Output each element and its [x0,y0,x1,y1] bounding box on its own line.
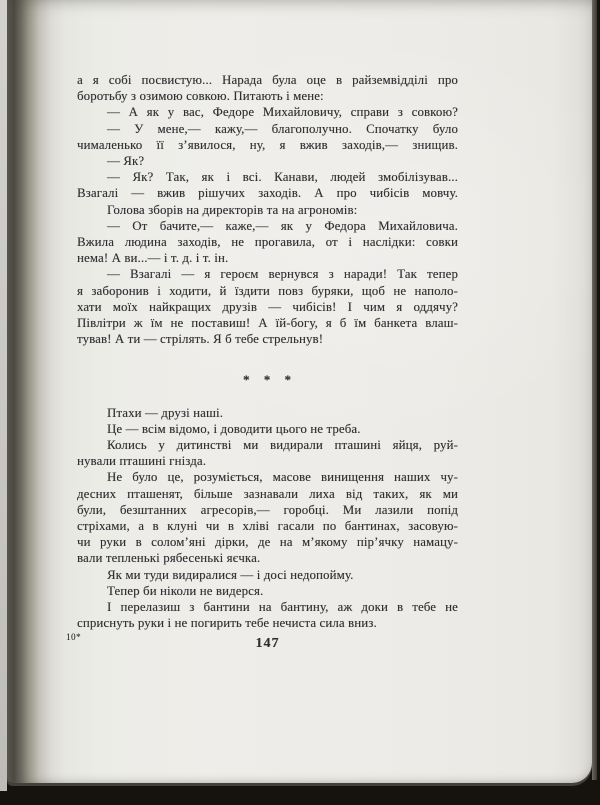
text-section-1 [77,72,458,347]
text-line: були, безштанних агресорів,— горобці. Ми лазили попід [77,502,458,517]
text-line: Тепер би ніколи не видерся. [107,583,264,598]
text-line: нема! А ви...— і т. д. і т. ін. [77,251,229,266]
text-line: — Як? [107,154,145,169]
text-line: вали тепленькі рябесенькі яєчка. [77,551,261,566]
text-line: — А як у вас, Федоре Михайловичу, справи з совкою? [107,105,458,120]
text-section-2 [77,405,458,632]
text-line: Не було це, розуміється, масове винищення наших чу- [107,470,458,485]
page-text-block [77,72,458,631]
text-line: сприснуть руки і не погирить тебе нечиста сила вниз. [77,616,377,631]
page-number: 147 [255,636,280,651]
text-line: Це — всім відомо, і доводити цього не треба. [107,421,361,436]
text-line: Півлітри ж їм не поставиш! А їй-богу, я б їм банкета влаш- [77,316,458,331]
section-separator: * * * [243,372,292,388]
text-line: чималенько її з’явилося, ну, я вжив заходів,— знищив. [77,137,458,152]
text-line: хати моїх найкращих друзів — чибісів! І чим я оддячу? [77,299,458,314]
text-line: — Взагалі — я героєм вернувся з наради! Так тепер [107,267,458,282]
signature-mark: 10* [66,632,81,642]
text-line: Птахи — друзі наші. [107,405,224,420]
text-line: я заборонив і ходити, й їздити повз буряки, щоб не наполо- [77,283,458,298]
text-line: стріхами, а в клуні чи в хліві гасали по бантинах, засовую- [77,519,458,534]
text-line: а я собі посвистую... Нарада була оце в райземвідділі про [77,73,458,87]
text-line: Взагалі — вжив рішучих заходів. А про чибісів мовчу. [77,186,458,201]
book-page-edge-right [592,0,597,780]
text-line: Як ми туди видиралися — і досі недопойму. [107,567,354,582]
text-line: — У мене,— кажу,— благополучно. Спочатку було [107,121,458,136]
text-line: Колись у дитинстві ми видирали пташині яйця, руй- [107,438,458,453]
text-line: нували пташині гнізда. [77,454,207,469]
text-line: тував! А ти — стрілять. Я б тебе стрельнув! [77,332,324,347]
text-line: чи руки в солом’яні дірки, де на м’якому пір’ячку намацу- [77,535,458,550]
text-line: І перелазиш з бантини на бантину, аж доки в тебе не [107,600,458,615]
text-line: десних пташенят, більше зазнавали лиха від таких, як ми [77,486,458,501]
text-line: — Як? Так, як і всі. Канави, людей змобілізував... [107,170,458,185]
book-page-edge-left [0,0,7,791]
text-line: Голова зборів на директорів та на агрономів: [107,202,358,217]
text-line: Вжила людина заходів, не прогавила, от і наслідки: совки [77,235,458,250]
text-line: — От бачите,— каже,— як у Федора Михайловича. [107,218,458,233]
text-line: боротьбу з озимою совкою. Питають і мене: [77,89,324,104]
book-page [7,0,592,783]
